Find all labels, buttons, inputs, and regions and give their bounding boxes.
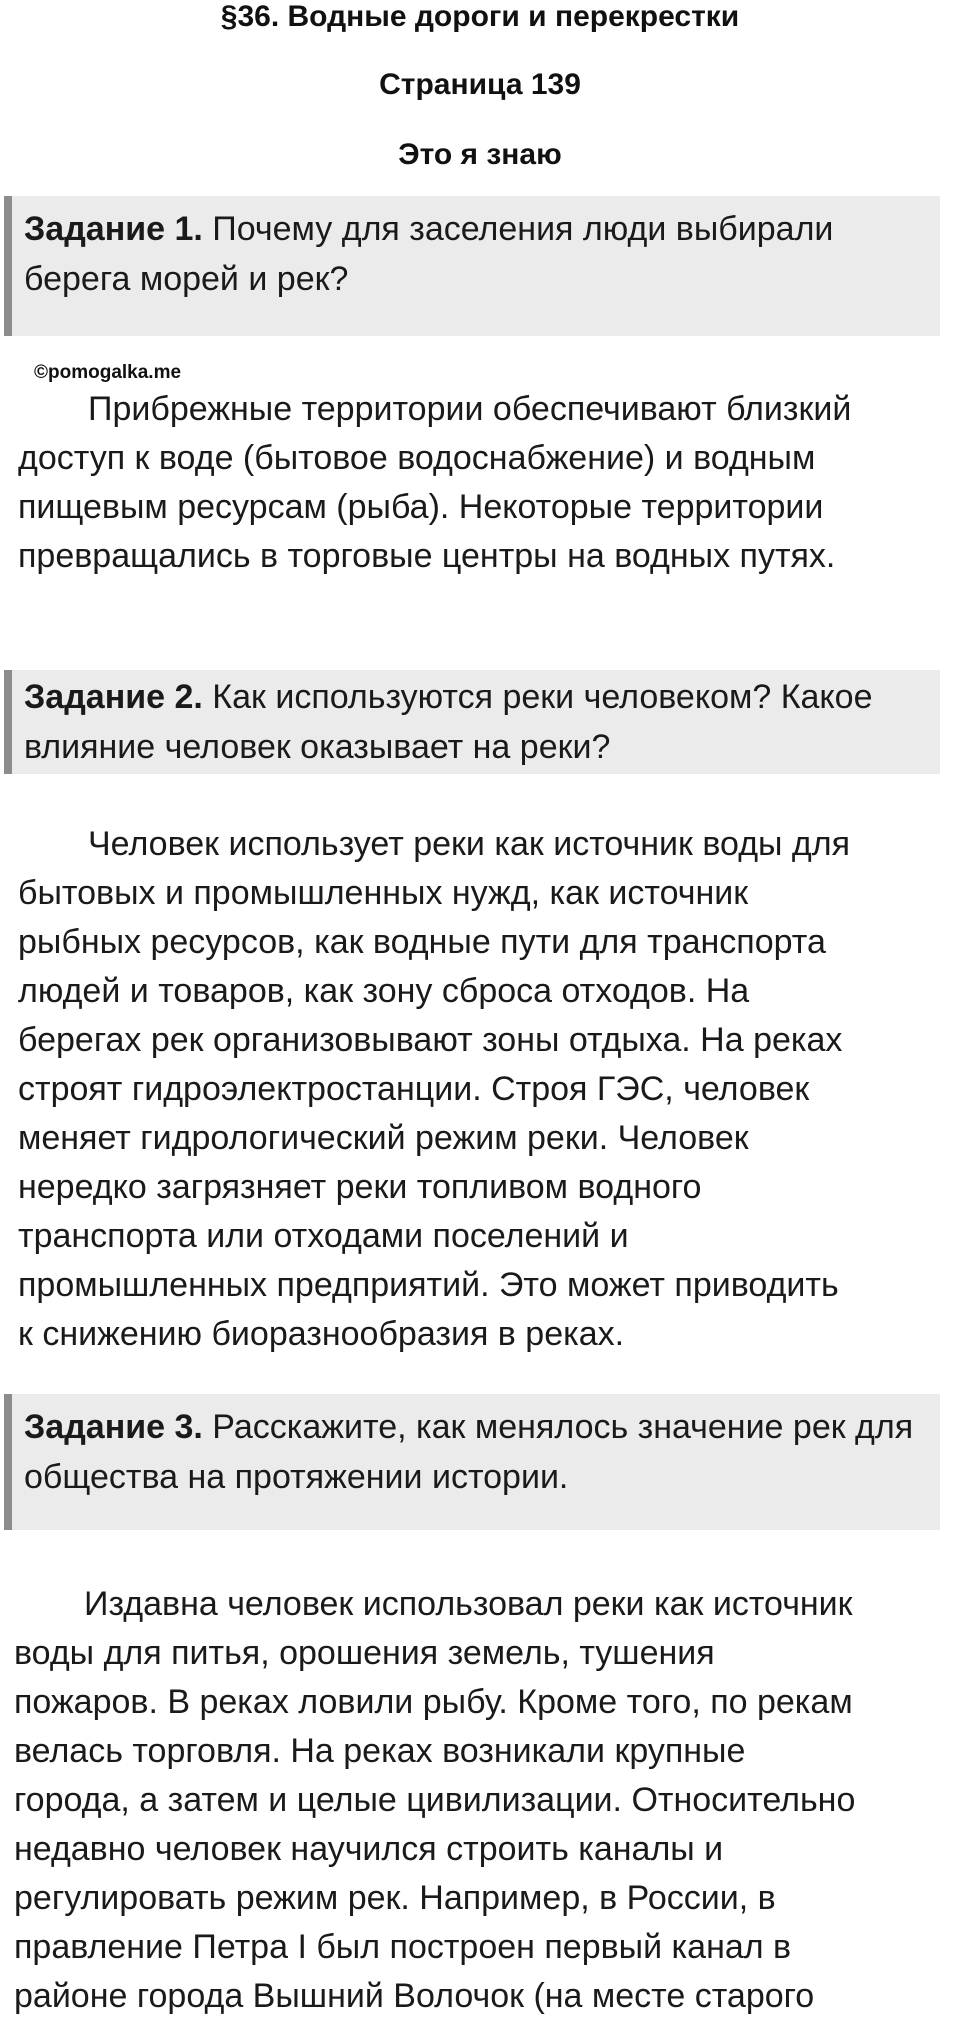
task-3-answer bbox=[14, 1580, 939, 2021]
answer-line: берегах рек организовывают зоны отдыха. На реках bbox=[18, 1021, 843, 1059]
answer-line: районе города Вышний Волочок (на месте старого bbox=[14, 1977, 815, 2015]
answer-line: пожаров. В реках ловили рыбу. Кроме того, по рекам bbox=[14, 1683, 853, 1721]
answer-line: меняет гидрологический режим реки. Человек bbox=[18, 1119, 749, 1157]
answer-line: к снижению биоразнообразия в реках. bbox=[18, 1315, 625, 1353]
task-3-box bbox=[4, 1394, 940, 1530]
task-1-label: Задание 1. bbox=[24, 210, 203, 248]
task-1-box bbox=[4, 196, 940, 336]
answer-line: людей и товаров, как зону сброса отходов. На bbox=[18, 972, 750, 1010]
answer-line: правление Петра I был построен первый канал в bbox=[14, 1928, 792, 1966]
section-title: §36. Водные дороги и перекрестки bbox=[220, 0, 740, 33]
answer-line: велась торговля. На реках возникали крупные bbox=[14, 1732, 746, 1770]
answer-line: транспорта или отходами поселений и bbox=[18, 1217, 629, 1255]
answer-line: Издавна человек использовал реки как источник bbox=[84, 1585, 853, 1623]
task-1-question: Почему для заселения люди выбирали берега морей и рек? bbox=[24, 210, 834, 298]
answer-line: регулировать режим рек. Например, в России, в bbox=[14, 1879, 776, 1917]
answer-line: города, а затем и целые цивилизации. Относительно bbox=[14, 1781, 856, 1819]
task-2-question: Как используются реки человеком? Какое влияние человек оказывает на реки? bbox=[24, 678, 873, 766]
watermark: ©pomogalka.me bbox=[34, 362, 182, 383]
answer-line: доступ к воде (бытовое водоснабжение) и водным bbox=[18, 439, 816, 477]
answer-line: бытовых и промышленных нужд, как источник bbox=[18, 874, 749, 912]
task-2-box bbox=[4, 670, 940, 774]
answer-line: рыбных ресурсов, как водные пути для транспорта bbox=[18, 923, 826, 961]
task-2-label: Задание 2. bbox=[24, 678, 203, 716]
task-3-label: Задание 3. bbox=[24, 1408, 203, 1446]
task-3-question: Расскажите, как менялось значение рек для общества на протяжении истории. bbox=[24, 1408, 914, 1496]
answer-line: пищевым ресурсам (рыба). Некоторые территории bbox=[18, 488, 824, 526]
page-number: Страница 139 bbox=[379, 68, 581, 101]
answer-line: Человек использует реки как источник воды для bbox=[88, 825, 851, 863]
answer-line: превращались в торговые центры на водных путях. bbox=[18, 537, 836, 575]
answer-line: строят гидроэлектростанции. Строя ГЭС, человек bbox=[18, 1070, 810, 1108]
section-subtitle: Это я знаю bbox=[398, 138, 562, 171]
answer-line: недавно человек научился строить каналы и bbox=[14, 1830, 724, 1868]
answer-line: воды для питья, орошения земель, тушения bbox=[14, 1634, 715, 1672]
task-1-answer bbox=[18, 385, 943, 581]
answer-line: Прибрежные территории обеспечивают близкий bbox=[88, 390, 852, 428]
answer-line: промышленных предприятий. Это может приводить bbox=[18, 1266, 839, 1304]
answer-line: нередко загрязняет реки топливом водного bbox=[18, 1168, 702, 1206]
task-2-answer bbox=[18, 820, 943, 1359]
